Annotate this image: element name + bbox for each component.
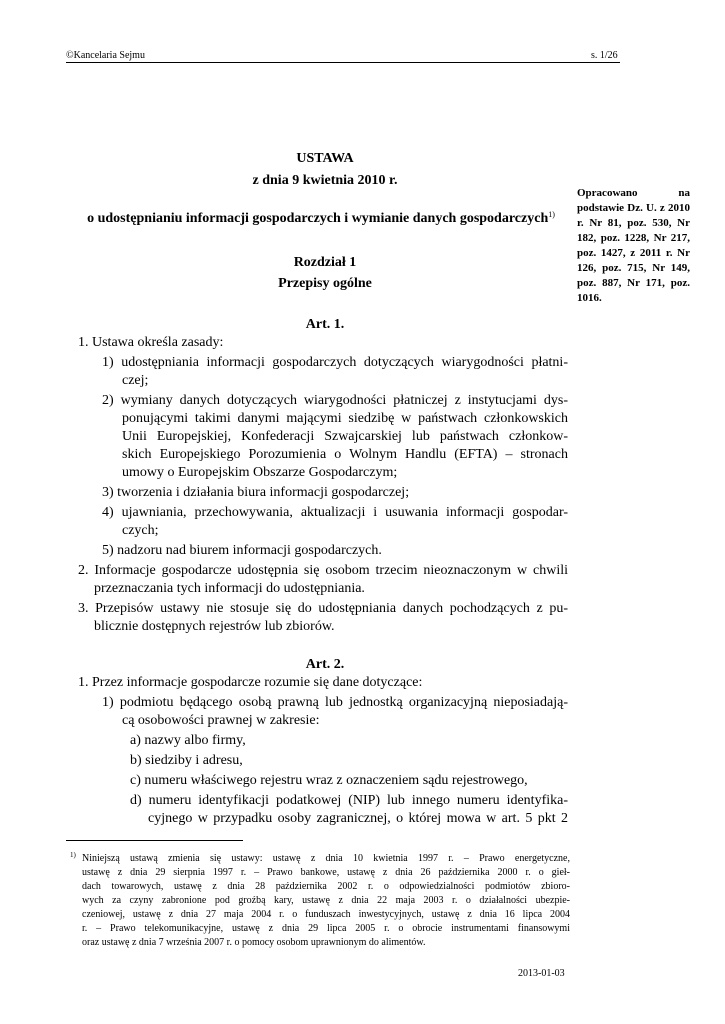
footnote-line5: czeniowej, ustawę z dnia 27 maja 2004 r. o funduszach inwestycyjnych, ustawę z dnia 16 lipca 2004	[82, 909, 570, 920]
art1-item1-line2: czej;	[122, 373, 149, 388]
art1-item1-line1: 1) udostępniania informacji gospodarczych dotyczących wiarygodności płatni-	[102, 355, 568, 370]
act-title	[66, 210, 576, 228]
footnote-line4: wych za czyny zabronione pod groźbą kary, ustawę z dnia 22 maja 2003 r. o działalności ubezpie-	[82, 895, 570, 906]
art1-p3-line1: 3. Przepisów ustawy nie stosuje się do udostępniania danych pochodzących z pu-	[78, 601, 568, 616]
art2-letter-a: a) nazwy albo firmy,	[130, 733, 246, 748]
art1-item5: 5) nadzoru nad biurem informacji gospodarczych.	[102, 543, 382, 558]
art2-p1: 1. Przez informacje gospodarcze rozumie się dane dotyczące:	[78, 675, 423, 690]
act-date: z dnia 9 kwietnia 2010 r.	[252, 173, 398, 188]
footnote-line7: oraz ustawę z dnia 7 września 2007 r. o pomocy osobom uprawnionym do alimentów.	[82, 937, 426, 948]
header-rule	[66, 62, 620, 63]
footer-date: 2013-01-03	[518, 968, 565, 979]
sidenote: Opracowano na podstawie Dz. U. z 2010 r. Nr 81, poz. 530, Nr 182, poz. 1228, Nr 217, poz. 1427, z 2011 r. Nr 126, poz. 715, Nr 149, poz. 887, Nr 171, poz. 1016.	[577, 187, 690, 304]
footnote-marker: 1)	[70, 851, 76, 859]
art1-p1: 1. Ustawa określa zasady:	[78, 335, 224, 350]
art1-p3-line2: blicznie dostępnych rejestrów lub zbiorów.	[94, 619, 335, 634]
chapter-number: Rozdział 1	[293, 255, 357, 270]
art2-item1-line1: 1) podmiotu będącego osobą prawną lub jednostką organizacyjną nieposiadają-	[102, 695, 568, 710]
art1-p2-line1: 2. Informacje gospodarcze udostępnia się osobom trzecim nieoznaczonym w chwili	[78, 563, 568, 578]
art2-heading: Art. 2.	[305, 657, 345, 672]
footnote-line6: r. – Prawo telekomunikacyjne, ustawę z dnia 29 lipca 2005 r. o obrocie instrumentami finansowymi	[82, 923, 570, 934]
art1-item3: 3) tworzenia i działania biura informacji gospodarczej;	[102, 485, 410, 500]
art2-letter-d-line1: d) numeru identyfikacji podatkowej (NIP) lub innego numeru identyfika-	[130, 793, 568, 808]
art2-letter-c: c) numeru właściwego rejestru wraz z oznaczeniem sądu rejestrowego,	[130, 773, 528, 788]
footnote-line2: ustawę z dnia 29 sierpnia 1997 r. – Prawo bankowe, ustawę z dnia 26 października 2000 r. o gieł-	[82, 867, 570, 878]
art1-item2-line1: 2) wymiany danych dotyczących wiarygodności płatniczej z instytucjami dys-	[102, 393, 568, 408]
art1-item2-line3: Unii Europejskiej, Konfederacji Szwajcarskiej lub państwach członkow-	[122, 429, 568, 444]
art1-heading: Art. 1.	[305, 317, 345, 332]
footnote-rule	[66, 840, 243, 841]
art1-item4-line2: czych;	[122, 523, 159, 538]
act-type: USTAWA	[296, 151, 354, 166]
art2-item1-line2: cą osobowości prawnej w zakresie:	[122, 713, 320, 728]
art2-letter-b: b) siedziby i adresu,	[130, 753, 243, 768]
art2-letter-d-line2: cyjnego w przypadku osoby zagranicznej, o której mowa w art. 5 pkt 2	[148, 811, 568, 826]
act-title-text: o udostępnianiu informacji gospodarczych i wymianie danych gospodarczych	[87, 211, 549, 226]
art1-item2-line5: umowy o Europejskim Obszarze Gospodarczym;	[122, 465, 398, 480]
art1-p2-line2: przeznaczania tych informacji do udostępniania.	[94, 581, 365, 596]
footnote-line3: dach towarowych, ustawę z dnia 28 października 2002 r. o odpowiedzialności podmiotów zbioro-	[82, 881, 570, 892]
header-left: ©Kancelaria Sejmu	[66, 50, 145, 61]
chapter-title: Przepisy ogólne	[278, 276, 372, 291]
art1-item4-line1: 4) ujawniania, przechowywania, aktualizacji i usuwania informacji gospodar-	[102, 505, 568, 520]
page-number: s. 1/26	[591, 50, 618, 61]
art1-item2-line4: skich Europejskiego Porozumienia o Wolnym Handlu (EFTA) – stronach	[122, 447, 568, 462]
footnote-line1: Niniejszą ustawą zmienia się ustawy: ustawę z dnia 10 kwietnia 1997 r. – Prawo energetyczne,	[82, 853, 570, 864]
footnote-ref[interactable]: 1)	[548, 210, 555, 219]
art1-item2-line2: ponującymi takimi danymi mającymi siedzibę w państwach członkowskich	[122, 411, 568, 426]
